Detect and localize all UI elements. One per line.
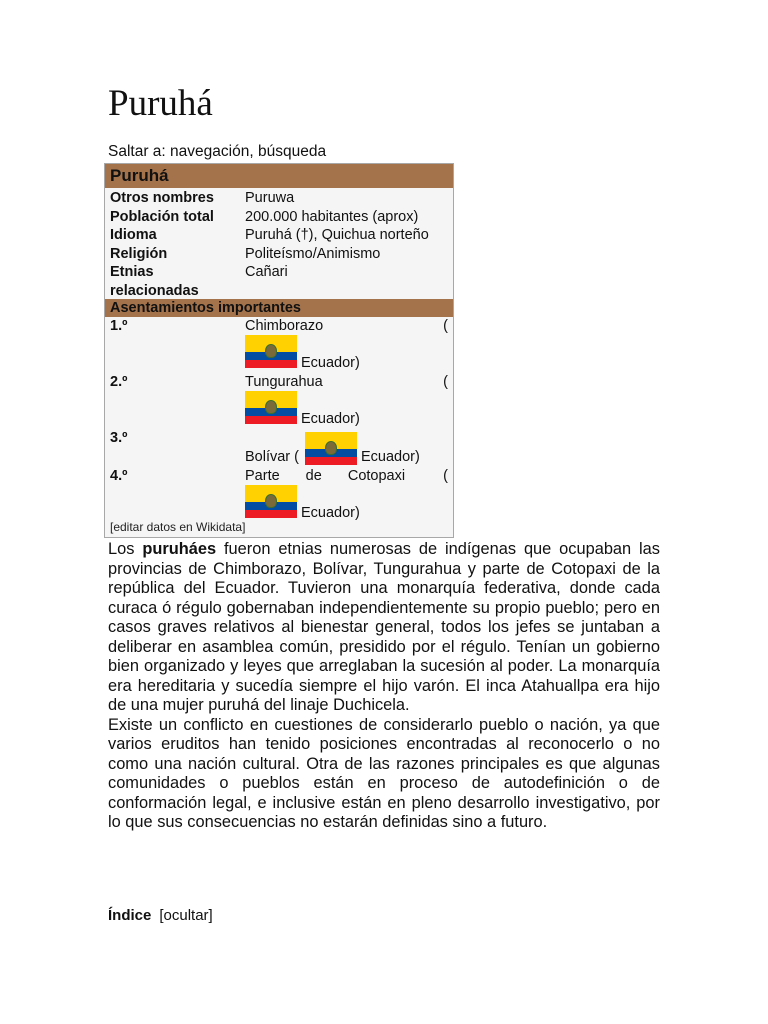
paragraph: Existe un conflicto en cuestiones de considerarlo pueblo o nación, ya que varios eruditos han tenido posiciones encontradas al reconocerlo o no como una nación cultural. Otra de las razones principales es que algunas comunidades o pueblos están en proceso de autodefinición o de conformación legal, e inclusive están en pleno desarrollo investigativo, por lo que sus consecuencias no estarán definidas sino a futuro. — [108, 715, 660, 831]
ecuador-flag-icon[interactable] — [245, 391, 297, 424]
ecuador-flag-icon[interactable] — [245, 335, 297, 368]
edit-wikidata-link[interactable]: [editar datos en Wikidata] — [110, 520, 246, 534]
settlement-number: 2.º — [110, 374, 128, 390]
settlements-list — [105, 317, 453, 527]
paragraph-text: Los — [108, 540, 143, 558]
settlement-country-link[interactable]: Ecuador) — [301, 411, 360, 427]
ecuador-flag-icon[interactable] — [245, 485, 297, 518]
settlement-number: 4.º — [110, 468, 128, 484]
settlement-item — [105, 317, 453, 373]
bold-term: puruháes — [142, 540, 217, 558]
table-of-contents — [108, 907, 213, 924]
infobox-rows — [105, 188, 453, 299]
ecuador-flag-icon[interactable] — [305, 432, 357, 465]
settlement-number: 1.º — [110, 318, 128, 334]
paragraph-text: fueron etnias numerosas de indígenas que ocupaban las provincias de Chimborazo, Bolívar, Tungurahua y parte de Cotopaxi de la república del Ecuador. Tuvieron una monarquía federativa, donde cada curaca ó régulo gobernaban independientemente su propio pueblo; pero en casos graves relativos al bienestar general, todos los jefes se juntaban a deliberar en asamblea común, presidido por el régulo. Tenían un gobierno bien organizado y leyes que arreglaban la sucesión al poder. La monarquía era hereditaria y sucedía siempre el hijo varón. El inca Atahuallpa era hijo de una mujer puruhá del linaje Duchicela. — [108, 540, 660, 714]
paren: ( — [443, 374, 448, 390]
settlement-number: 3.º — [110, 430, 128, 446]
paren: ( — [443, 468, 448, 484]
row-label: Población total — [110, 208, 214, 225]
settlement-name: Tungurahua — [245, 374, 323, 390]
row-value: Puruhá (†), Quichua norteño — [245, 227, 429, 243]
settlement-country-link[interactable]: Ecuador) — [301, 355, 360, 371]
row-value: Politeísmo/Animismo — [245, 245, 381, 262]
infobox — [104, 163, 454, 538]
row-value: Cañari — [245, 264, 288, 280]
settlement-item — [105, 467, 453, 523]
paren: ( — [443, 318, 448, 334]
infobox-header: Puruhá — [105, 164, 453, 188]
row-value: Puruwa — [245, 190, 295, 206]
toc-toggle-link[interactable]: [ocultar] — [159, 907, 213, 924]
settlement-country-link[interactable]: Ecuador) — [361, 449, 420, 465]
skip-search-link[interactable]: búsqueda — [257, 143, 327, 160]
settlement-item — [105, 373, 453, 429]
row-label: Otros nombres — [110, 190, 214, 206]
article-body — [108, 540, 660, 833]
paragraph — [108, 540, 660, 716]
skip-nav-link[interactable]: navegación — [170, 143, 250, 160]
skip-links: Saltar a: navegación, búsqueda — [108, 143, 327, 160]
settlement-name: Chimborazo — [245, 318, 324, 334]
row-value: 200.000 habitantes (aprox) — [245, 208, 419, 225]
page-title: Puruhá — [108, 83, 213, 124]
row-label: Idioma — [110, 227, 157, 243]
settlement-item — [105, 429, 453, 467]
settlement-country-link[interactable]: Ecuador) — [301, 505, 360, 521]
row-label: Etnias relacionadas — [110, 264, 199, 299]
settlement-name: Parte de Cotopaxi — [245, 468, 406, 484]
settlements-header: Asentamientos importantes — [105, 299, 453, 317]
skip-prefix: Saltar a: — [108, 143, 166, 160]
row-label: Religión — [110, 245, 168, 262]
settlement-name: Bolívar ( — [245, 449, 299, 465]
toc-label: Índice — [108, 907, 152, 924]
